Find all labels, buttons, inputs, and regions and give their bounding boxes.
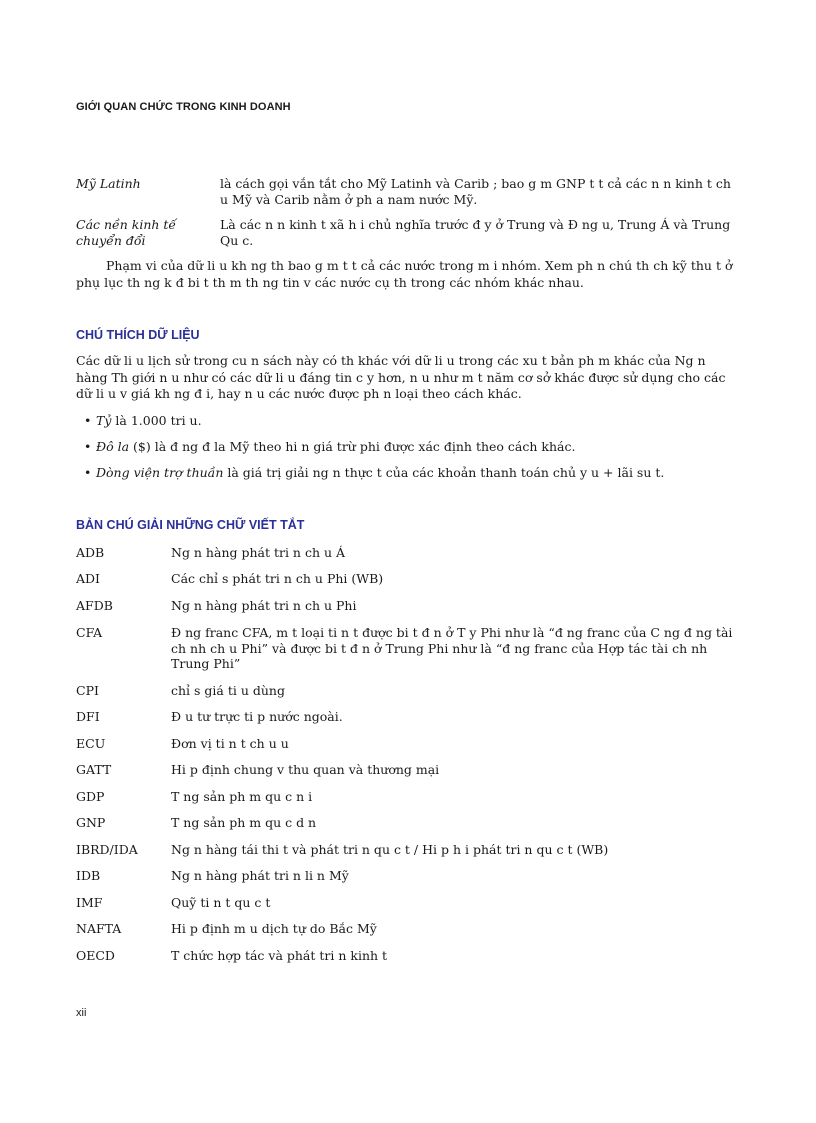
- abbreviation-expansion: Các chỉ s phát tri n ch u Phi (WB): [171, 571, 384, 586]
- abbreviation-expansion: T ng sản ph m qu c n i: [171, 789, 313, 804]
- bullet-term: Tỷ: [96, 413, 112, 428]
- abbreviation-row: [76, 571, 738, 587]
- abbreviation-expansion: Ng n hàng phát tri n ch u Phi: [171, 598, 357, 613]
- abbreviation-row: [76, 683, 738, 699]
- abbreviation-expansion: Ng n hàng tái thi t và phát tri n qu c t / Hi p h i phát tri n qu c t (WB): [171, 842, 609, 857]
- bullet-term: Đô la: [96, 439, 130, 454]
- abbreviation-expansion: Đ u tư trực ti p nước ngoài.: [171, 709, 343, 724]
- abbreviation-row: [76, 736, 738, 752]
- bullet-dot: •: [84, 439, 92, 454]
- data-notes-intro: Các dữ li u lịch sử trong cu n sách này có th khác với dữ li u trong các xu t bản ph m khác của Ng n hàng Th giới n u như có các dữ li u đáng tin c y hơn, n u như m t năm cơ sở khác được sử dụng cho các dữ li u v giá kh ng đ i, hay n u các nước được ph n loại theo cách khác.: [76, 353, 726, 401]
- abbreviation-row: [76, 921, 738, 937]
- bullet-item: [84, 413, 734, 429]
- abbreviation-code: ADB: [76, 545, 105, 560]
- section-heading-data-notes: CHÚ THÍCH DỮ LIỆU: [76, 328, 200, 342]
- abbreviation-expansion: Hi p định m u dịch tự do Bắc Mỹ: [171, 921, 377, 936]
- bullet-item: [84, 439, 734, 455]
- abbreviation-row: [76, 789, 738, 805]
- abbreviation-code: IBRD/IDA: [76, 842, 138, 857]
- bullet-item: [84, 465, 734, 481]
- definition-text: Là các n n kinh t xã h i chủ nghĩa trước đ y ở Trung và Đ ng u, Trung Á và Trung Qu c.: [220, 217, 731, 248]
- abbreviation-code: ECU: [76, 736, 106, 751]
- abbreviation-code: CFA: [76, 625, 103, 640]
- abbreviation-expansion: Ng n hàng phát tri n ch u Á: [171, 545, 346, 560]
- abbreviation-row: [76, 895, 738, 911]
- abbreviation-code: GDP: [76, 789, 105, 804]
- abbreviation-code: IDB: [76, 868, 101, 883]
- section-heading-abbreviations: BẢN CHÚ GIẢI NHỮNG CHỮ VIẾT TẮT: [76, 518, 305, 532]
- page-number: xii: [76, 1007, 87, 1019]
- abbreviation-expansion: Đơn vị ti n t ch u u: [171, 736, 289, 751]
- bullet-text: là 1.000 tri u.: [115, 413, 202, 428]
- abbreviation-code: IMF: [76, 895, 103, 910]
- abbreviation-expansion: Hi p định chung v thu quan và thương mại: [171, 762, 440, 777]
- abbreviation-row: [76, 815, 738, 831]
- bullet-term: Dòng viện trợ thuần: [96, 465, 224, 480]
- bullet-text: là giá trị giải ng n thực t của các khoản thanh toán chủ y u + lãi su t.: [227, 465, 665, 480]
- abbreviation-expansion: T ng sản ph m qu c d n: [171, 815, 317, 830]
- abbreviation-expansion: chỉ s giá ti u dùng: [171, 683, 285, 698]
- abbreviation-row: [76, 948, 738, 964]
- abbreviation-code: OECD: [76, 948, 115, 963]
- definition-transition-economies: [76, 217, 736, 249]
- scope-paragraph: Phạm vi của dữ li u kh ng th bao g m t t cả các nước trong m i nhóm. Xem ph n chú th ch kỹ thu t ở phụ lục th ng k đ bi t th m th ng tin v các nước cụ th trong các nhóm khác nhau.: [76, 258, 733, 290]
- definition-term: Mỹ Latinh: [76, 176, 141, 191]
- abbreviation-row: [76, 709, 738, 725]
- abbreviation-expansion: T chức hợp tác và phát tri n kinh t: [171, 948, 388, 963]
- abbreviation-row: [76, 598, 738, 614]
- abbreviation-expansion: Quỹ ti n t qu c t: [171, 895, 271, 910]
- running-header: GIỚI QUAN CHỨC TRONG KINH DOANH: [76, 101, 291, 113]
- abbreviation-code: NAFTA: [76, 921, 122, 936]
- abbreviation-row: [76, 545, 738, 561]
- abbreviation-code: DFI: [76, 709, 100, 724]
- abbreviation-expansion: Ng n hàng phát tri n li n Mỹ: [171, 868, 349, 883]
- abbreviation-code: CPI: [76, 683, 99, 698]
- definition-term: Các nền kinh tế chuyển đổi: [76, 217, 177, 248]
- abbreviation-code: GATT: [76, 762, 112, 777]
- abbreviation-expansion: Đ ng franc CFA, m t loại ti n t được bi t đ n ở T y Phi như là “đ ng franc của C ng đ ng tài ch nh ch u Phi” và được bi t đ n ở Trung Phi như là “đ ng franc của Hợp tác tài ch nh Trung Phi”: [171, 625, 733, 671]
- abbreviation-row: [76, 868, 738, 884]
- abbreviation-code: GNP: [76, 815, 106, 830]
- abbreviation-code: ADI: [76, 571, 100, 586]
- abbreviation-code: AFDB: [76, 598, 113, 613]
- bullet-text: ($) là đ ng đ la Mỹ theo hi n giá trừ phi được xác định theo cách khác.: [133, 439, 576, 454]
- bullet-dot: •: [84, 413, 92, 428]
- bullet-dot: •: [84, 465, 92, 480]
- definition-latin-america: [76, 176, 736, 208]
- definition-text: là cách gọi vắn tắt cho Mỹ Latinh và Carib ; bao g m GNP t t cả các n n kinh t ch u Mỹ và Carib nằm ở ph a nam nước Mỹ.: [220, 176, 731, 207]
- abbreviation-row: [76, 625, 738, 672]
- abbreviation-row: [76, 762, 738, 778]
- abbreviation-row: [76, 842, 738, 858]
